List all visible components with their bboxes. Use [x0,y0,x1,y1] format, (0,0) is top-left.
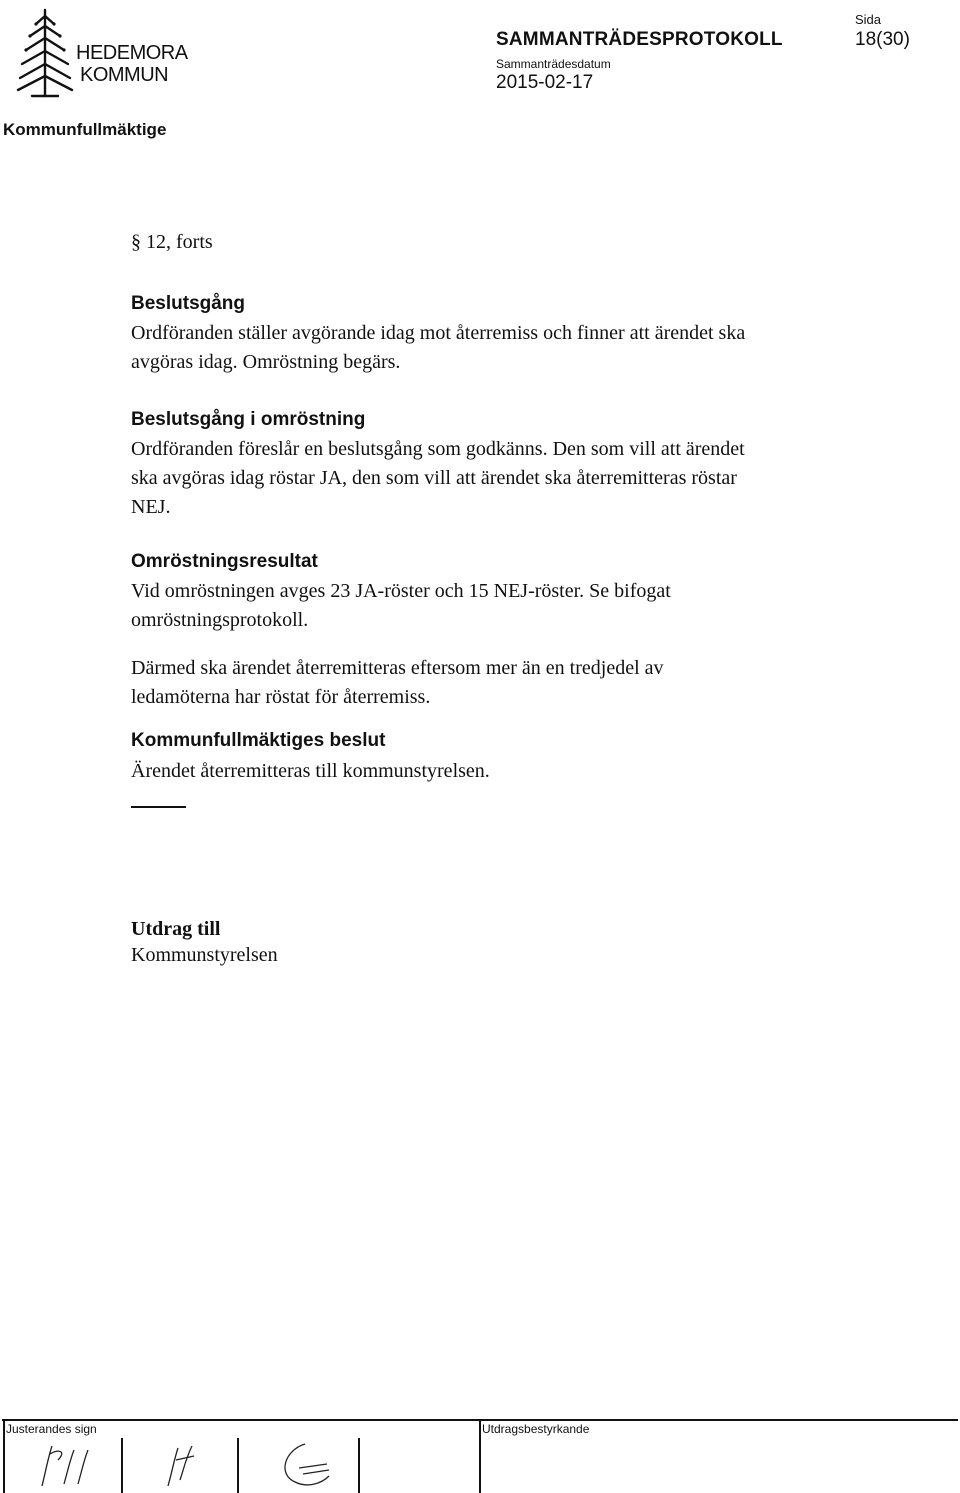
handwritten-signature [255,1430,355,1492]
section-divider [131,806,186,808]
section-reference: § 12, forts [131,231,213,253]
paragraph-line: Därmed ska ärendet återremitteras eftersom mer än en tredjedel av [131,657,664,679]
logo-text-line2: KOMMUN [80,64,169,86]
paragraph-line: avgöras idag. Omröstning begärs. [131,351,401,373]
paragraph-line: ska avgöras idag röstar JA, den som vill att ärendet ska återremitteras röstar [131,467,737,489]
handwritten-signature [20,1440,110,1492]
signature-divider [358,1438,360,1493]
extract-recipient: Kommunstyrelsen [131,944,278,966]
paragraph-line: Ordföranden ställer avgörande idag mot återremiss och finner att ärendet ska [131,322,746,344]
handwritten-signature [140,1440,220,1492]
paragraph-line: Ärendet återremitteras till kommunstyrelsen. [131,760,490,782]
meeting-date: 2015-02-17 [496,72,594,93]
paragraph-line: omröstningsprotokoll. [131,609,309,631]
heading-vote-procedure: Beslutsgång i omröstning [131,409,366,430]
extract-to-heading: Utdrag till [131,918,221,940]
logo-text-line1: HEDEMORA [76,42,188,64]
meeting-date-label: Sammanträdesdatum [496,57,611,71]
heading-vote-result: Omröstningsresultat [131,551,318,572]
paragraph-line: NEJ. [131,496,171,518]
assembly-name: Kommunfullmäktige [3,120,167,139]
signature-divider [121,1438,123,1493]
spruce-tree-icon [14,6,76,98]
paragraph-vote-result [131,577,831,635]
extract-certification-label: Utdragsbestyrkande [482,1422,590,1436]
paragraph-line: ledamöterna har röstat för återremiss. [131,686,431,708]
heading-decision-procedure: Beslutsgång [131,293,246,314]
page-label: Sida [855,12,882,27]
signature-divider [237,1438,239,1493]
adjuster-signature-label: Justerandes sign [6,1422,97,1436]
heading-council-decision: Kommunfullmäktiges beslut [131,730,386,751]
signature-divider [3,1421,5,1493]
paragraph-vote-procedure [131,435,831,522]
paragraph-council-decision [131,757,831,786]
document-type: SAMMANTRÄDESPROTOKOLL [496,29,783,50]
paragraph-line: Ordföranden föreslår en beslutsgång som godkänns. Den som vill att ärendet [131,438,745,460]
paragraph-decision-procedure [131,319,831,377]
signature-divider [479,1421,481,1493]
page-number: 18(30) [855,29,910,50]
paragraph-conclusion [131,654,831,712]
municipality-logo [14,6,194,96]
paragraph-line: Vid omröstningen avges 23 JA-röster och 15 NEJ-röster. Se bifogat [131,580,671,602]
